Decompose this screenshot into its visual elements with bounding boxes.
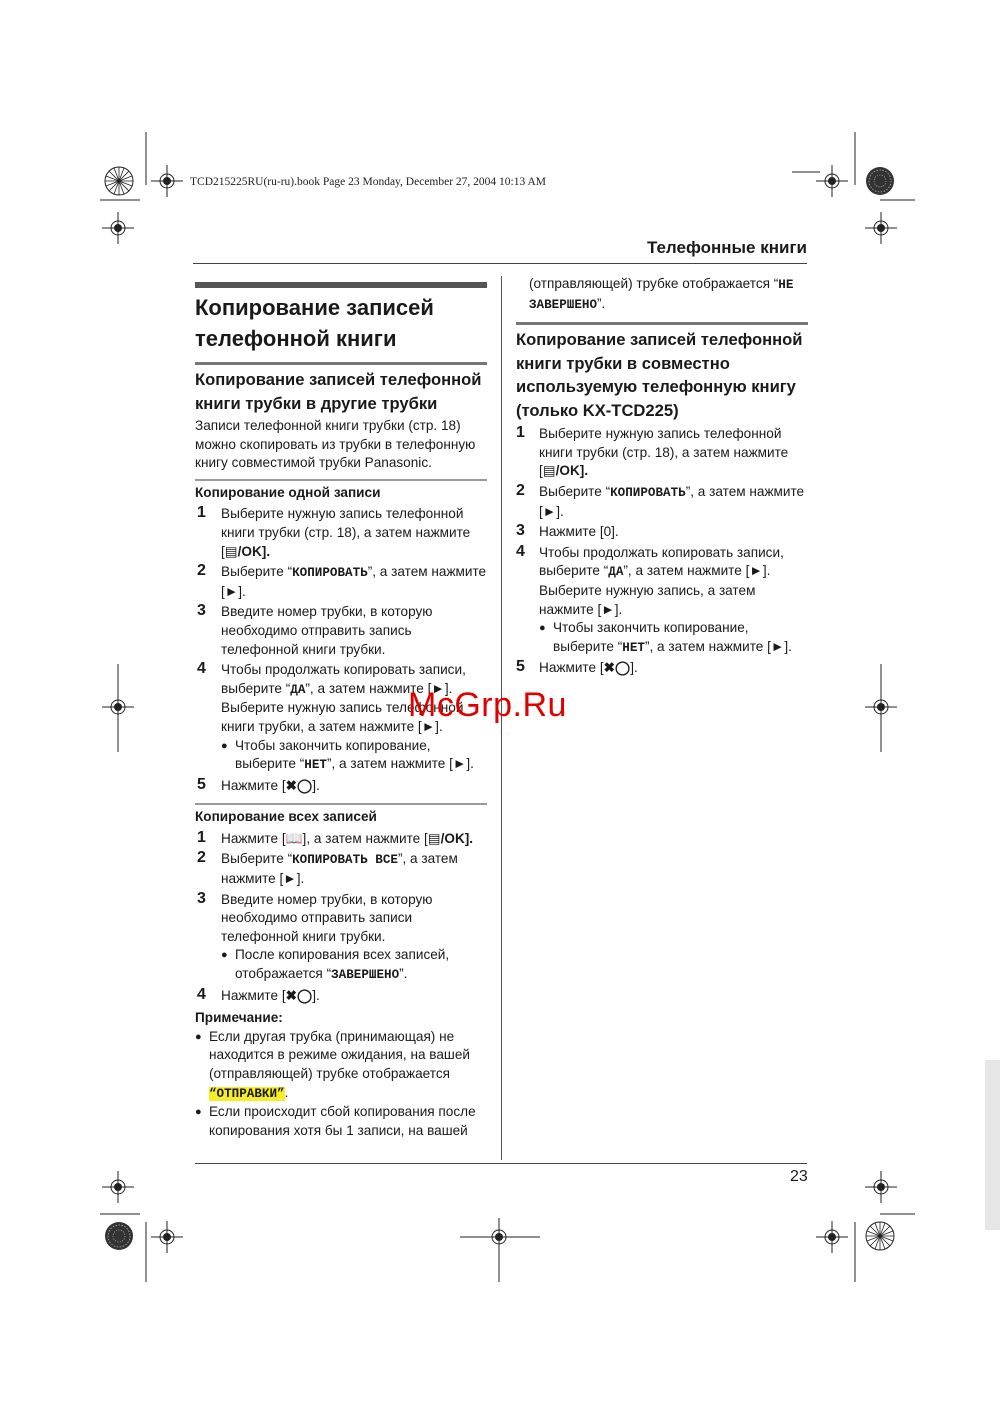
list-item: 2 Выберите “КОПИРОВАТЬ”, а затем нажмите [►]. (516, 481, 805, 519)
section-bar (195, 362, 487, 365)
header-rule (193, 263, 807, 264)
registration-sunburst-icon (105, 167, 133, 195)
watermark: McGrp.Ru (408, 686, 567, 724)
list-item: 1 Выберите нужную запись телефонной книги трубки (стр. 18), а затем нажмите [▤/OK]. (516, 424, 789, 479)
off-key-icon: ✖◯ (285, 777, 313, 793)
note-heading: Примечание: (195, 1010, 283, 1026)
off-key-icon: ✖◯ (285, 987, 313, 1003)
menu-key-icon: ▤ (224, 543, 238, 559)
list-item: 4 Нажмите [✖◯]. (197, 985, 320, 1003)
list-item: 1 Нажмите [📖], а затем нажмите [▤/OK]. (197, 828, 474, 846)
list-item: 3 Введите номер трубки, в которую необходимо отправить запись телефонной книги трубки. (197, 602, 433, 657)
registration-cross-icon (151, 165, 183, 197)
subsection-bar (195, 803, 487, 805)
footer-rule (195, 1163, 807, 1164)
phonebook-key-icon: 📖 (285, 830, 303, 846)
list-item: 2 Выберите “КОПИРОВАТЬ ВСЕ”, а затем нажмите [►]. (197, 849, 458, 887)
list-item: 2 Выберите “КОПИРОВАТЬ”, а затем нажмите [►]. (197, 562, 487, 599)
menu-key-icon: ▤ (427, 830, 441, 846)
running-title: Телефонные книги (646, 238, 807, 257)
registration-cross-icon (816, 165, 848, 197)
off-key-icon: ✖◯ (603, 660, 631, 676)
page-number: 23 (790, 1168, 808, 1185)
list-item: 3 Введите номер трубки, в которую необходимо отправить записи телефонной книги трубки. ● После копирования всех записей, отображается “ЗАВЕРШЕНО”. (195, 891, 487, 985)
bullet-item: ● Чтобы закончить копирование, выберите “НЕТ”, а затем нажмите [►]. (539, 619, 808, 657)
list-item: 4 Чтобы продолжать копировать записи, выберите “ДА”, а затем нажмите [►]. Выберите нужную запись, а затем нажмите [►]. ● Чтобы закончить копирование, выберите “НЕТ”, а затем нажмите [►]. (516, 544, 808, 658)
list-item: 4 Чтобы продолжать копировать записи, выберите “ДА”, а затем нажмите [►]. Выберите нужную запись телефонной книги трубки, а затем нажмите [►]. ● Чтобы закончить копирование, выберите “НЕТ”, а затем нажмите [►]. (195, 661, 487, 775)
registration-sunburst-icon (866, 167, 894, 195)
right-column (516, 275, 808, 678)
section1-intro: Записи телефонной книги трубки (стр. 18) можно скопировать из трубки в телефонную книгу совместимой трубки Panasonic. (195, 418, 476, 471)
registration-cross-icon (865, 1171, 897, 1203)
section1-heading: Копирование записей телефонной книги трубки в другие трубки (195, 370, 482, 413)
registration-cross-icon (102, 212, 134, 244)
title-bar (195, 282, 487, 288)
bullet-item: ● Чтобы закончить копирование, выберите “НЕТ”, а затем нажмите [►]. (221, 737, 487, 775)
sub2-heading: Копирование всех записей (195, 809, 377, 825)
bullet-item: ● Если происходит сбой копирования после копирования хотя бы 1 записи, на вашей (195, 1103, 487, 1140)
page-title: Копирование записей телефонной книги (195, 295, 434, 351)
bullet-item: ● После копирования всех записей, отображается “ЗАВЕРШЕНО”. (221, 946, 487, 984)
sub1-heading: Копирование одной записи (195, 484, 381, 500)
menu-key-icon: ▤ (542, 463, 556, 479)
section-bar (516, 322, 808, 325)
list-item: 1 Выберите нужную запись телефонной книги трубки (стр. 18), а затем нажмите [▤/OK]. (197, 504, 471, 559)
continued-text: (отправляющей) трубке отображается “НЕ ЗАВЕРШЕНО”. (529, 276, 794, 312)
print-header: TCD215225RU(ru-ru).book Page 23 Monday, December 27, 2004 10:13 AM (190, 176, 547, 188)
list-item: 5 Нажмите [✖◯]. (197, 775, 320, 793)
bullet-item: ● Если другая трубка (принимающая) не находится в режиме ожидания, на вашей (отправляющей) трубке отображается “ОТПРАВКИ”. (195, 1028, 487, 1103)
section2-heading: Копирование записей телефонной книги трубки в совместно используемую телефонную книгу (только KX-TCD225) (516, 330, 803, 420)
registration-cross-icon (151, 1221, 183, 1253)
registration-cross-icon (865, 212, 897, 244)
registration-sunburst-icon (866, 1222, 894, 1250)
registration-cross-icon (816, 1221, 848, 1253)
registration-sunburst-icon (105, 1222, 133, 1250)
subsection-bar (195, 479, 487, 481)
list-item: 3 Нажмите [0]. (516, 522, 619, 540)
registration-cross-icon (102, 1171, 134, 1203)
list-item: 5 Нажмите [✖◯]. (516, 658, 638, 676)
